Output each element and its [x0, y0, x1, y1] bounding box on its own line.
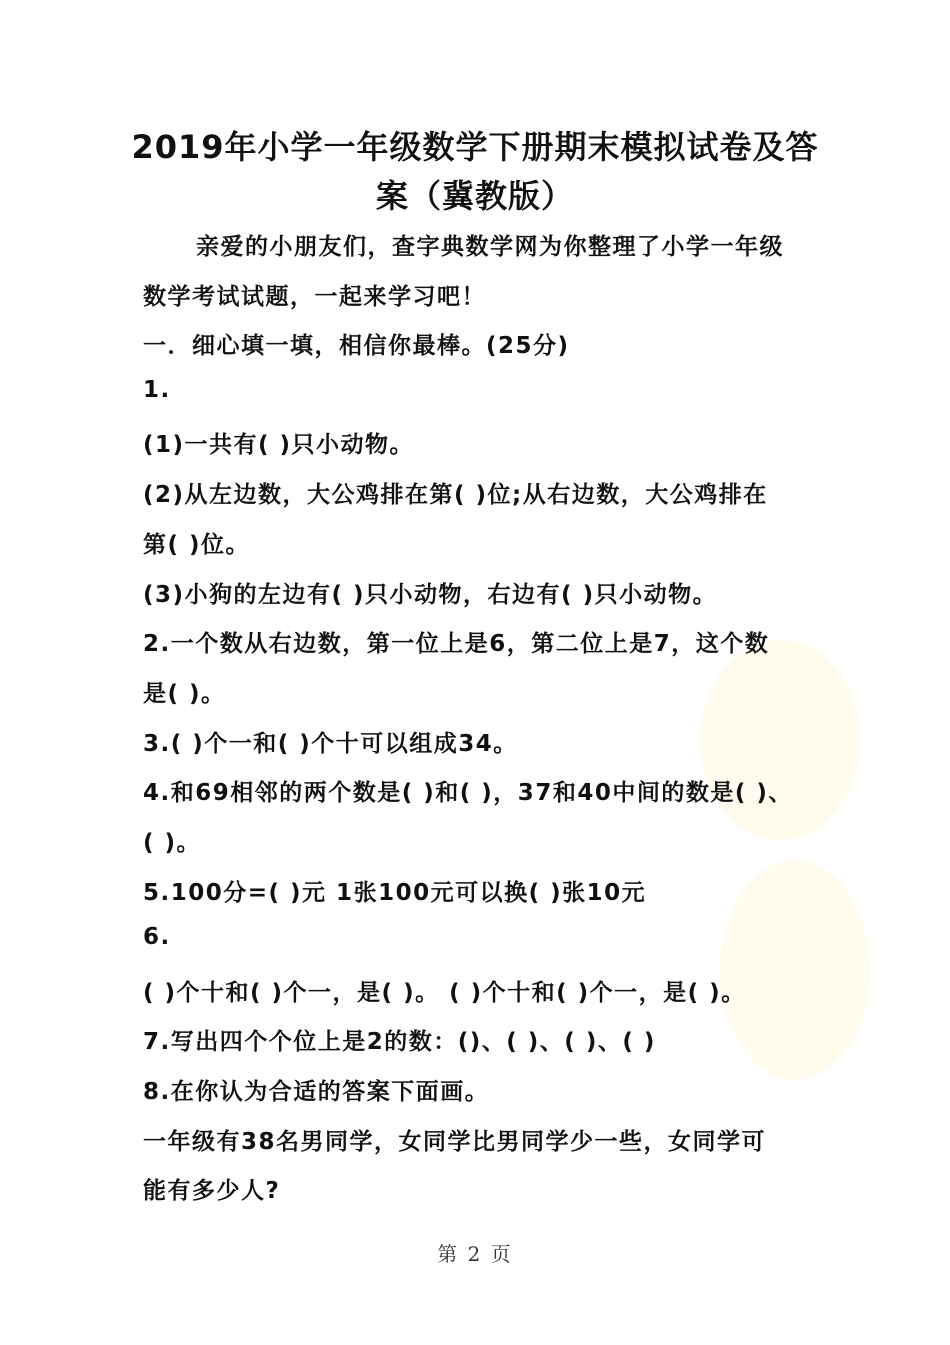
intro-line-2: 数学考试试题，一起来学习吧！: [143, 284, 486, 310]
question-4: 4.和69相邻的两个数是( )和( )，37和40中间的数是( )、: [143, 780, 793, 806]
question-6-label: 6.: [143, 924, 171, 950]
section-heading: 一．细心填一填，相信你最棒。(25分): [143, 333, 570, 359]
question-7: 7.写出四个个位上是2的数：()、( )、( )、( ): [143, 1029, 656, 1055]
question-1-part-3: (3)小狗的左边有( )只小动物，右边有( )只小动物。: [143, 582, 718, 608]
question-5: 5.100分=( )元 1张100元可以换( )张10元: [143, 880, 647, 906]
document-title-line-2: 案（冀教版）: [375, 177, 574, 215]
question-2-cont: 是( )。: [143, 681, 226, 707]
question-8: 8.在你认为合适的答案下面画。: [143, 1079, 490, 1105]
question-1-part-2: (2)从左边数，大公鸡排在第( )位;从右边数，大公鸡排在: [143, 482, 768, 508]
question-6: ( )个十和( )个一，是( )。 ( )个十和( )个一，是( )。: [143, 980, 746, 1006]
question-8-text: 一年级有38名男同学，女同学比男同学少一些，女同学可: [143, 1129, 767, 1155]
intro-line-1: 亲爱的小朋友们，查字典数学网为你整理了小学一年级: [196, 234, 784, 260]
document-title-line-1: 2019年小学一年级数学下册期末模拟试卷及答: [131, 128, 819, 166]
question-1-part-1: (1)一共有( )只小动物。: [143, 432, 415, 458]
question-2: 2.一个数从右边数，第一位上是6，第二位上是7，这个数: [143, 631, 770, 657]
question-1-part-2-cont: 第( )位。: [143, 532, 251, 558]
page-number: 第 2 页: [437, 1242, 513, 1266]
question-3: 3.( )个一和( )个十可以组成34。: [143, 731, 518, 757]
paper-tint: [700, 640, 860, 840]
paper-tint: [720, 860, 870, 1080]
question-4-cont: ( )。: [143, 830, 202, 856]
question-1-label: 1.: [143, 377, 171, 403]
question-8-text-cont: 能有多少人?: [143, 1178, 281, 1204]
